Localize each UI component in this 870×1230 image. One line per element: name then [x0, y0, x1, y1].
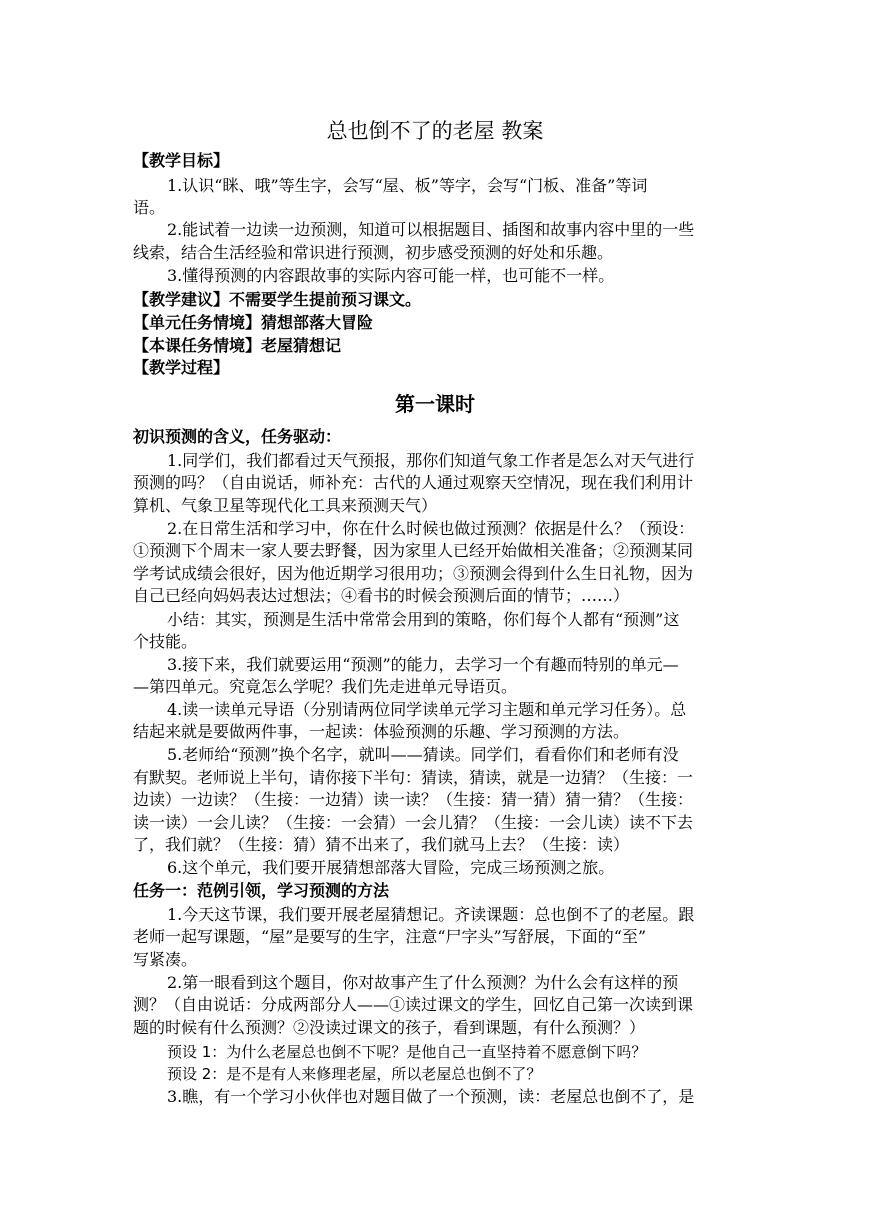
document-title: 总也倒不了的老屋 教案 — [326, 119, 544, 143]
subheading-task-one: 任务一：范例引领，学习预测的方法 — [133, 881, 390, 900]
goal-1-line-1: 1.认识“眯、哦”等生字，会写“屋、板”等字，会写“门板、准备”等词 — [167, 176, 648, 195]
paragraph-line: 2.第一眼看到这个题目，你对故事产生了什么预测？为什么会有这样的预 — [167, 973, 679, 992]
section-suggestion: 【教学建议】不需要学生提前预习课文。 — [133, 290, 422, 309]
goal-2-line-2: 线索，结合生活经验和常识进行预测，初步感受预测的好处和乐趣。 — [133, 243, 614, 262]
section-unit-task: 【单元任务情境】猜想部落大冒险 — [133, 313, 374, 332]
paragraph-line: 6.这个单元，我们要开展猜想部落大冒险，完成三场预测之旅。 — [167, 858, 615, 877]
paragraph-line: 有默契。老师说上半句，请你接下半句：猜读，猜读，就是一边猜？（生接：一 — [133, 768, 694, 787]
goal-3: 3.懂得预测的内容跟故事的实际内容可能一样，也可能不一样。 — [167, 266, 615, 285]
paragraph-line: 预测的吗？（自由说话，师补充：古代的人通过观察天空情况，现在我们利用计 — [133, 473, 694, 492]
subheading-intro: 初识预测的含义，任务驱动： — [133, 427, 342, 446]
paragraph-line: 写紧凑。 — [133, 950, 198, 969]
goal-1-line-2: 语。 — [133, 198, 166, 217]
paragraph-line: 2.在日常生活和学习中，你在什么时候也做过预测？依据是什么？（预设： — [167, 519, 695, 538]
section-goal-header: 【教学目标】 — [133, 151, 230, 170]
paragraph-line: 学考试成绩会很好，因为他近期学习很用功；③预测会得到什么生日礼物，因为 — [133, 564, 694, 583]
paragraph-line: 算机、气象卫星等现代化工具来预测天气） — [133, 496, 438, 515]
paragraph-line: 小结：其实，预测是生活中常常会用到的策略，你们每个人都有“预测”这 — [167, 610, 680, 629]
paragraph-line: 5.老师给“预测”换个名字，就叫——猜读。同学们，看看你们和老师有没 — [167, 745, 679, 764]
paragraph-line: ①预测下个周末一家人要去野餐，因为家里人已经开始做相关准备；②预测某同 — [133, 541, 694, 560]
paragraph-line: 自己已经向妈妈表达过想法；④看书的时候会预测后面的情节；……） — [133, 586, 630, 605]
paragraph-line: 1.今天这节课，我们要开展老屋猜想记。齐读课题：总也倒不了的老屋。跟 — [167, 905, 695, 924]
goal-2-line-1: 2.能试着一边读一边预测，知道可以根据题目、插图和故事内容中里的一些 — [167, 220, 695, 239]
paragraph-line: 4.读一读单元导语（分别请两位同学读单元学习主题和单元学习任务）。总 — [167, 700, 687, 719]
paragraph-line: 老师一起写课题，“屋”是要写的生字，注意“尸字头”写舒展，下面的“至” — [133, 927, 647, 946]
paragraph-line: 个技能。 — [133, 632, 198, 651]
paragraph-line: 3.接下来，我们就要运用“预测”的能力，去学习一个有趣而特别的单元— — [167, 655, 679, 674]
preset-answer-2: 预设 2：是不是有人来修理老屋，所以老屋总也倒不了？ — [167, 1065, 542, 1083]
preset-answer-1: 预设 1：为什么老屋总也倒不下呢？是他自己一直坚持着不愿意倒下吗？ — [167, 1043, 647, 1061]
section-lesson-task: 【本课任务情境】老屋猜想记 — [133, 336, 342, 355]
paragraph-line: 边读）一边读？（生接：一边猜）读一读？（生接：猜一猜）猜一猜？（生接： — [133, 790, 694, 809]
paragraph-line: 结起来就是要做两件事，一起读：体验预测的乐趣、学习预测的方法。 — [133, 722, 630, 741]
lesson-heading: 第一课时 — [395, 392, 475, 416]
paragraph-line: —第四单元。究竟怎么学呢？我们先走进单元导语页。 — [133, 677, 518, 696]
section-process: 【教学过程】 — [133, 358, 230, 377]
paragraph-line: 读一读）一会儿读？（生接：一会猜）一会儿猜？（生接：一会儿读）读不下去 — [133, 813, 694, 832]
paragraph-line: 1.同学们，我们都看过天气预报，那你们知道气象工作者是怎么对天气进行 — [167, 451, 695, 470]
paragraph-line: 了，我们就？（生接：猜）猜不出来了，我们就马上去？（生接：读） — [133, 835, 630, 854]
paragraph-line: 测？（自由说话：分成两部分人——①读过课文的学生，回忆自己第一次读到课 — [133, 995, 694, 1014]
paragraph-line: 3.瞧，有一个学习小伙伴也对题目做了一个预测，读：老屋总也倒不了，是 — [167, 1087, 695, 1106]
paragraph-line: 题的时候有什么预测？②没读过课文的孩子，看到课题，有什么预测？） — [133, 1018, 646, 1037]
